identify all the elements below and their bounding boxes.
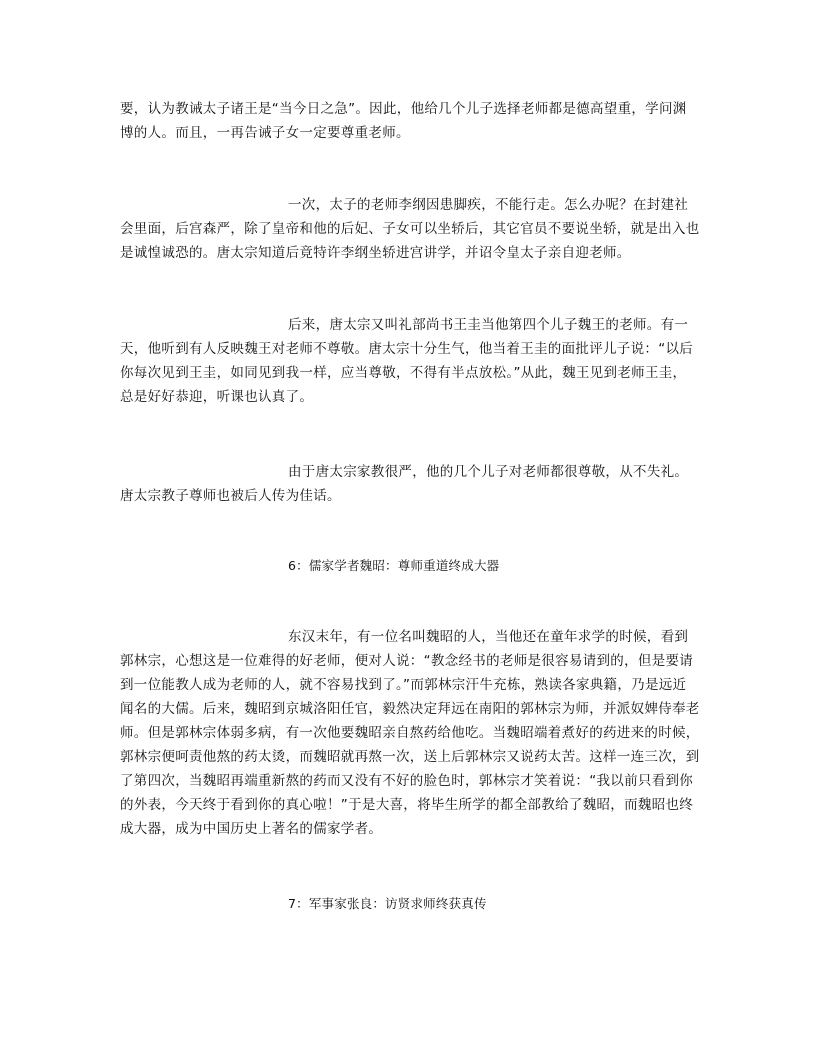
section-heading-6: 6：儒家学者魏昭：尊师重道终成大器 xyxy=(288,558,500,573)
paragraph-strict-education: 由于唐太宗家教很严，他的几个儿子对老师都很尊敬，从不失礼。唐太宗教子尊师也被后人传为佳话。 xyxy=(120,464,689,504)
paragraph-li-gang: 一次，太子的老师李纲因患脚疾，不能行走。怎么办呢？在封建社会里面，后宫森严，除了皇帝和他的后妃、子女可以坐轿后，其它官员不要说坐轿，就是出入也是诚惶诚恐的。唐太宗知道后竟特许李纲坐轿进宫讲学，并诏令皇太子亲自迎老师。 xyxy=(120,197,700,261)
paragraph-taizong-teachers: 要，认为教诫太子诸王是“当今日之急”。因此，他给几个儿子选择老师都是德高望重，学问渊博的人。而且，一再告诫子女一定要尊重老师。 xyxy=(120,101,687,141)
paragraph-wei-zhao: 东汉末年，有一位名叫魏昭的人，当他还在童年求学的时候，看到郭林宗，心想这是一位难得的好老师，便对人说：“教念经书的老师是很容易请到的，但是要请到一位能教人成为老师的人，就不容易找到了。”而郭林宗汗牛充栋，熟读各家典籍，乃是远近闻名的大儒。后来，魏昭到京城洛阳任官，毅然决定拜远在南阳的郭林宗为师，并派奴婢侍奉老师。但是郭林宗体弱多病，有一次他要魏昭亲自熬药给他吃。当魏昭端着煮好的药进来的时候，郭林宗便呵责他熬的药太烫，而魏昭就再熬一次，送上后郭林宗又说药太苦。这样一连三次，到了第四次，当魏昭再端重新熬的药而又没有不好的脸色时，郭林宗才笑着说：“我以前只看到你的外表，今天终于看到你的真心啦！”于是大喜，将毕生所学的都全部教给了魏昭，而魏昭也终成大器，成为中国历史上著名的儒家学者。 xyxy=(120,629,700,837)
paragraph-wang-gui: 后来，唐太宗又叫礼部尚书王圭当他第四个儿子魏王的老师。有一天，他听到有人反映魏王对老师不尊敬。唐太宗十分生气，他当着王圭的面批评儿子说：“以后你每次见到王圭，如同见到我一样，应当尊敬，不得有半点放松。”从此，魏王见到老师王圭，总是好好恭迎，听课也认真了。 xyxy=(120,317,694,405)
section-heading-7: 7：军事家张良：访贤求师终获真传 xyxy=(288,896,487,911)
